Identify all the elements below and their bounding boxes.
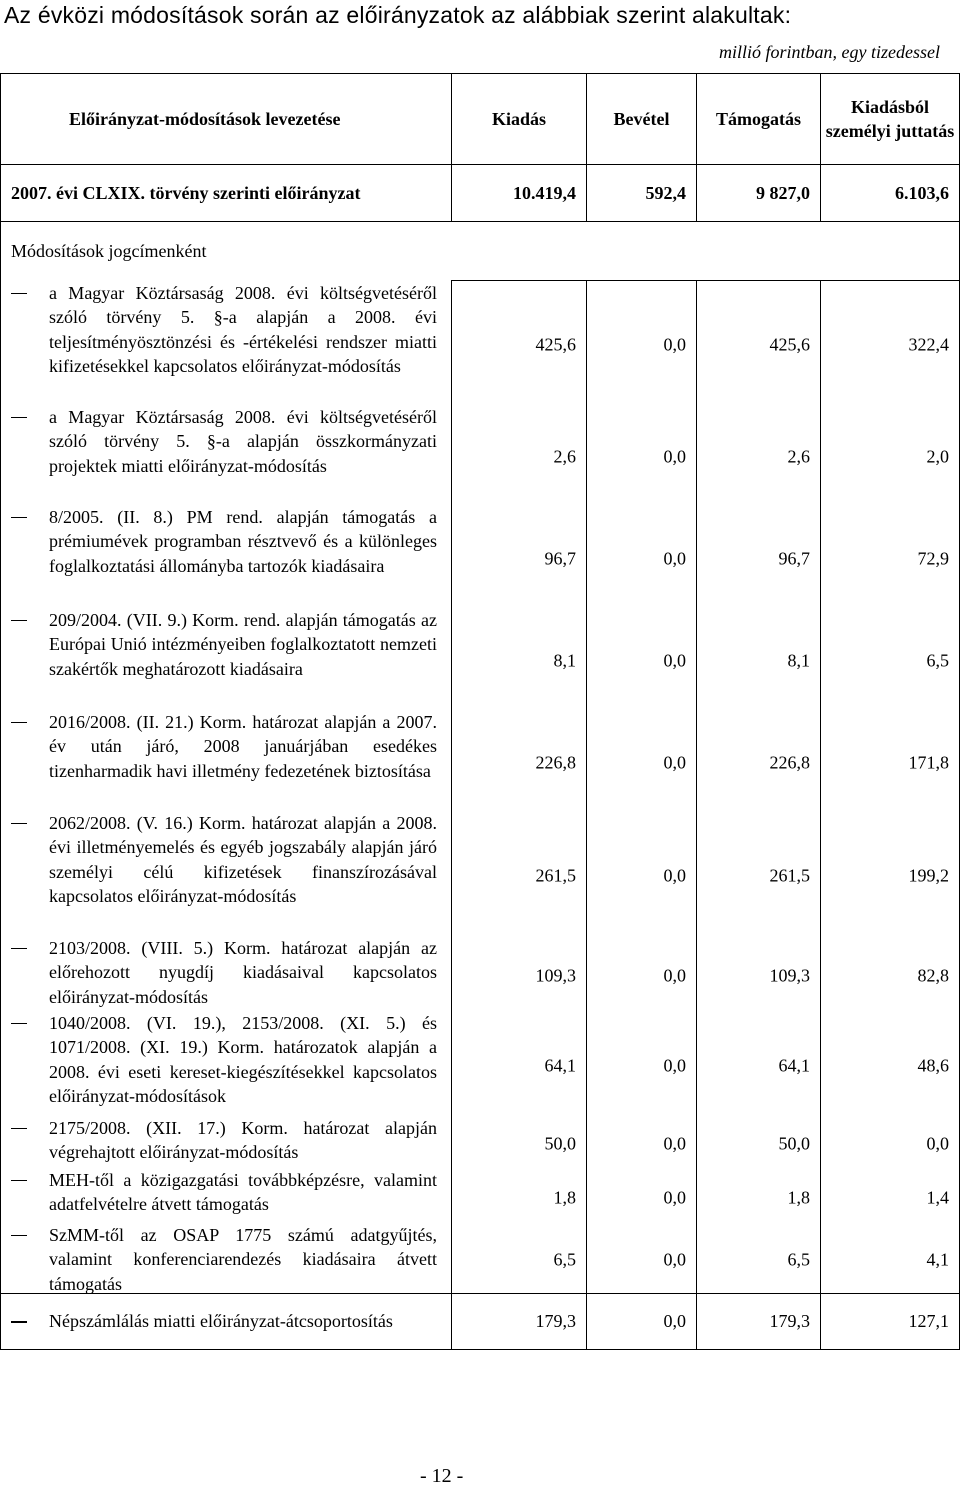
header-kiadas: Kiadás [452, 74, 587, 165]
base-row-bevetel: 592,4 [587, 165, 697, 222]
header-description: Előirányzat-módosítások levezetése [1, 74, 452, 165]
item-szemelyi-value: 48,6 [917, 1055, 949, 1075]
item-tamogatas-value: 50,0 [778, 1133, 810, 1154]
items-row [1, 281, 960, 1294]
item-tamogatas-value: 425,6 [769, 334, 810, 355]
item-kiadas-value: 1,8 [553, 1187, 576, 1207]
list-item: SzMM-től az OSAP 1775 számú adatgyűjtés, valamint konferenciarendezés kiadásaira átvett támogatás [1, 1223, 451, 1293]
item-bevetel-value: 0,0 [663, 1187, 686, 1207]
item-bevetel-value: 0,0 [663, 650, 686, 671]
item-kiadas-value: 50,0 [544, 1133, 576, 1154]
item-szemelyi-value: 4,1 [926, 1249, 949, 1270]
item-szemelyi-value: 0,0 [926, 1133, 949, 1154]
base-row-label: 2007. évi CLXIX. törvény szerinti előirányzat [1, 165, 452, 222]
base-row-tamogatas: 9 827,0 [697, 165, 821, 222]
item-bevetel-value: 0,0 [663, 334, 686, 355]
last-row-tamogatas: 179,3 [697, 1294, 821, 1350]
items-tamogatas-stack [697, 281, 820, 1293]
table-header-row [1, 74, 960, 165]
page-number: - 12 - [420, 1465, 464, 1487]
header-bevetel: Bevétel [587, 74, 697, 165]
last-row-label-cell [1, 1294, 452, 1350]
item-szemelyi-value: 1,4 [926, 1187, 949, 1207]
subheading-row [1, 222, 960, 281]
item-szemelyi-value: 199,2 [908, 865, 949, 885]
item-bevetel-value: 0,0 [663, 865, 686, 885]
list-item: a Magyar Köztársaság 2008. évi költségvetéséről szóló törvény 5. §-a alapján a 2008. évi teljesítményösztönzési és -értékelési rendszer miatti kifizetésekkel kapcsolatos előirányzat-módosítás [1, 281, 451, 405]
list-item: 1040/2008. (VI. 19.), 2153/2008. (XI. 5.) és 1071/2008. (XI. 19.) Korm. határozatok alapján a 2008. évi eseti kereset-kiegészítésekkel kapcsolatos előirányzat-módosítások [1, 1011, 451, 1116]
item-bevetel-value: 0,0 [663, 1133, 686, 1154]
items-kiadas-cell [452, 281, 587, 1294]
item-szemelyi-value: 2,0 [926, 446, 949, 467]
base-row [1, 165, 960, 222]
item-tamogatas-value: 109,3 [769, 965, 810, 985]
item-tamogatas-value: 6,5 [787, 1249, 810, 1270]
subheading-label: Módosítások jogcímenként [1, 222, 960, 281]
item-szemelyi-value: 82,8 [917, 965, 949, 985]
items-kiadas-stack [452, 281, 586, 1293]
items-szemelyi-cell [821, 281, 960, 1294]
item-bevetel-value: 0,0 [663, 752, 686, 772]
last-row-kiadas: 179,3 [452, 1294, 587, 1350]
item-szemelyi-value: 72,9 [917, 548, 949, 568]
item-kiadas-value: 425,6 [535, 334, 576, 355]
item-szemelyi-value: 322,4 [908, 334, 949, 355]
units-note: millió forintban, egy tizedessel [719, 42, 940, 62]
item-bevetel-value: 0,0 [663, 446, 686, 467]
list-item: 2103/2008. (VIII. 5.) Korm. határozat alapján az előrehozott nyugdíj kiadásaival kapcsolatos előirányzat-módosítás [1, 936, 451, 1011]
items-description-cell [1, 281, 452, 1294]
list-item: 8/2005. (II. 8.) PM rend. alapján támogatás a prémiumévek programban résztvevő és a különleges foglalkoztatási állományba tartozók kiadásaira [1, 505, 451, 608]
item-kiadas-value: 261,5 [535, 865, 576, 885]
item-tamogatas-value: 64,1 [778, 1055, 810, 1075]
item-bevetel-value: 0,0 [663, 1055, 686, 1075]
items-szemelyi-stack [821, 281, 959, 1293]
item-kiadas-value: 96,7 [544, 548, 576, 568]
header-tamogatas: Támogatás [697, 74, 821, 165]
base-row-kiadas: 10.419,4 [452, 165, 587, 222]
item-bevetel-value: 0,0 [663, 548, 686, 568]
item-bevetel-value: 0,0 [663, 1249, 686, 1270]
item-tamogatas-value: 1,8 [787, 1187, 810, 1207]
items-tamogatas-cell [697, 281, 821, 1294]
items-bevetel-stack [587, 281, 696, 1293]
list-item: MEH-től a közigazgatási továbbképzésre, valamint adatfelvételre átvett támogatás [1, 1168, 451, 1223]
item-kiadas-value: 64,1 [544, 1055, 576, 1075]
item-kiadas-value: 2,6 [553, 446, 576, 467]
last-row-szemelyi: 127,1 [821, 1294, 960, 1350]
header-szemelyi: Kiadásból személyi juttatás [821, 74, 960, 165]
item-tamogatas-value: 261,5 [769, 865, 810, 885]
item-bevetel-value: 0,0 [663, 965, 686, 985]
list-item: 2062/2008. (V. 16.) Korm. határozat alapján a 2008. évi illetményemelés és egyéb jogszabály alapján járó személyi célú kifizetések finanszírozásával kapcsolatos előirányzat-módosítás [1, 811, 451, 936]
last-row-label: Népszámlálás miatti előirányzat-átcsoportosítás [1, 1309, 451, 1334]
list-item: 2175/2008. (XII. 17.) Korm. határozat alapján végrehajtott előirányzat-módosítás [1, 1116, 451, 1168]
last-row [1, 1294, 960, 1350]
item-tamogatas-value: 8,1 [787, 650, 810, 671]
last-row-bevetel: 0,0 [587, 1294, 697, 1350]
items-bevetel-cell [587, 281, 697, 1294]
appropriation-table [0, 73, 960, 1350]
item-tamogatas-value: 226,8 [769, 752, 810, 772]
item-kiadas-value: 109,3 [535, 965, 576, 985]
item-szemelyi-value: 6,5 [926, 650, 949, 671]
item-tamogatas-value: 2,6 [787, 446, 810, 467]
page-heading: Az évközi módosítások során az előirányzatok az alábbiak szerint alakultak: [4, 2, 792, 28]
item-kiadas-value: 6,5 [553, 1249, 576, 1270]
base-row-szemelyi: 6.103,6 [821, 165, 960, 222]
list-item: 209/2004. (VII. 9.) Korm. rend. alapján támogatás az Európai Unió intézményeiben foglalkoztatott nemzeti szakértők meghatározott kiadásaira [1, 608, 451, 710]
item-szemelyi-value: 171,8 [908, 752, 949, 772]
list-item: 2016/2008. (II. 21.) Korm. határozat alapján a 2007. év után járó, 2008 januárjában esedékes tizenharmadik havi illetmény fedezetének biztosítása [1, 710, 451, 811]
item-kiadas-value: 8,1 [553, 650, 576, 671]
item-tamogatas-value: 96,7 [778, 548, 810, 568]
item-kiadas-value: 226,8 [535, 752, 576, 772]
list-item: a Magyar Köztársaság 2008. évi költségvetéséről szóló törvény 5. §-a alapján összkormányzati projektek miatti előirányzat-módosítás [1, 405, 451, 505]
